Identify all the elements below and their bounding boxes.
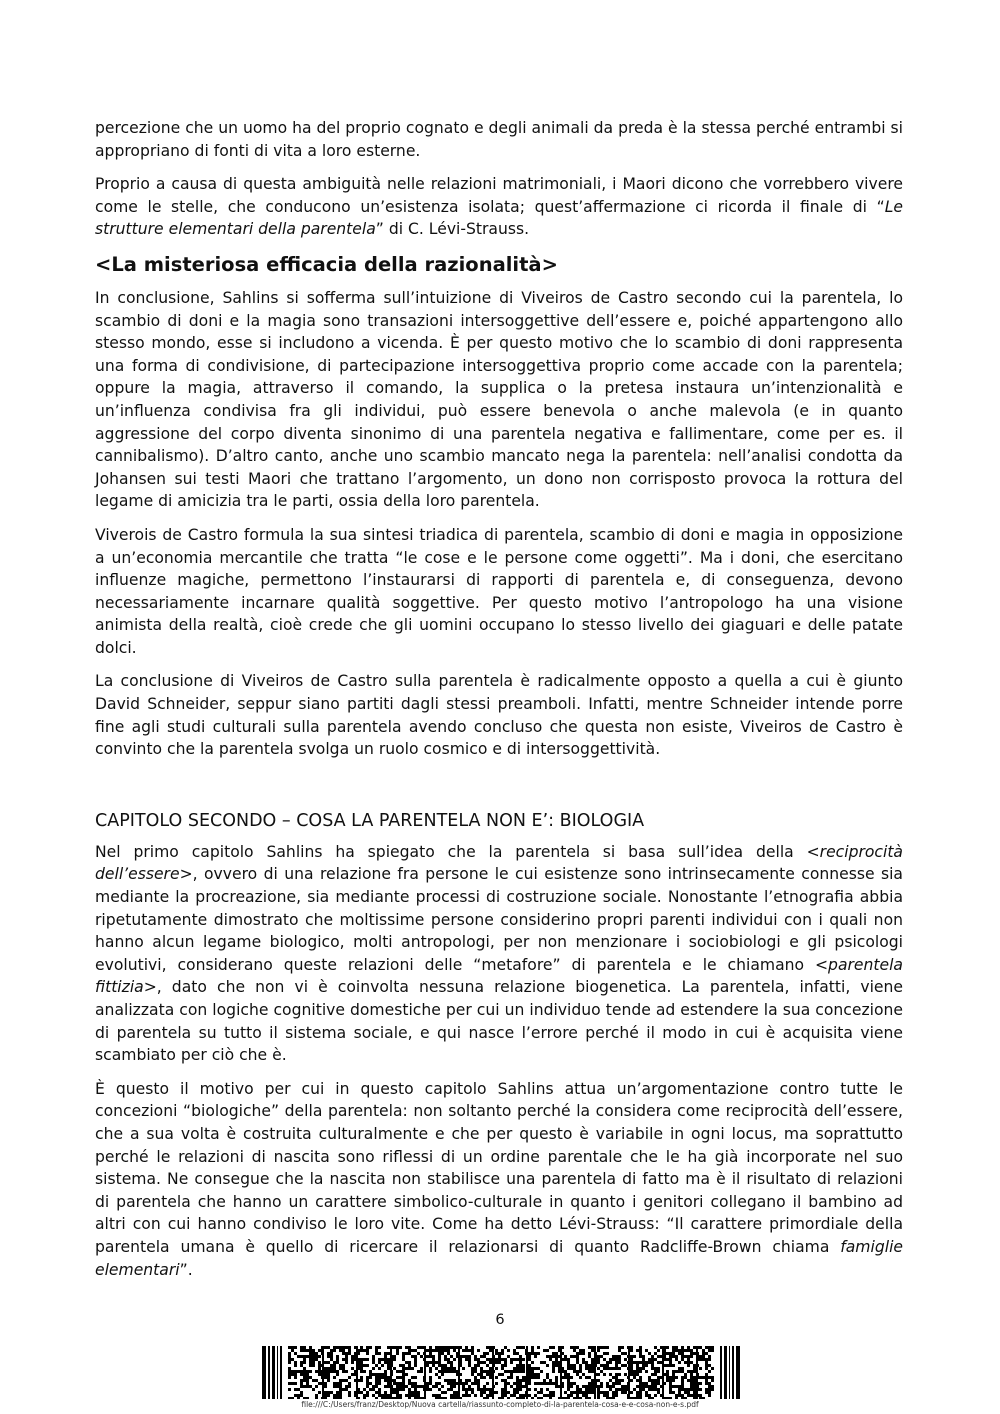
paragraph-maori-stars bbox=[95, 173, 903, 241]
text-run: Proprio a causa di questa ambiguità nelle relazioni matrimoniali, i Maori dicono che vorrebbero vivere come le stelle, che conducono un’esistenza isolata; quest’affermazione ci ricorda il finale di “ bbox=[95, 175, 903, 216]
text-run: ” di C. Lévi-Strauss. bbox=[375, 220, 530, 239]
paragraph-viverois: Viverois de Castro formula la sua sintesi triadica di parentela, scambio di doni e magia in opposizione a un’economia mercantile che tratta “le cose e le persone come oggetti”. Ma i doni, che esercitano influenze magiche, permettono l’instaurarsi di rapporti di parentela e, di conseguenza, devono necessariamente incarnare qualità soggettive. Per questo motivo l’antropologo ha una visione animista della realtà, cioè crede che gli uomini occupano lo stesso livello dei giaguari e delle patate dolci. bbox=[95, 525, 903, 657]
document-body bbox=[95, 117, 903, 1292]
barcode-image bbox=[262, 1346, 740, 1399]
paragraph-conclusion: In conclusione, Sahlins si sofferma sull’intuizione di Viveiros de Castro secondo cui la parentela, lo scambio di doni e la magia sono transazioni intersoggettive dell’essere e, poiché appartengono allo stesso mondo, esse si includono a vicenda. È per questo motivo che lo scambio di doni rappresenta una forma di condivisione, di partecipazione intersoggettiva proprio come accade con la parentela; oppure la magia, attraverso il comando, la supplica o la pretesa instaura un’intenzionalità e un’influenza condivisa fra gli individui, può essere benevola o anche malevola (e in quanto aggressione del corpo diventa sinonimo di una parentela negativa e fallimentare, come per es. il cannibalismo). D’altro canto, anche uno scambio mancato nega la parentela: nell’analisi condotta da Johansen sui testi Maori che trattano l’argomento, un dono non corrisposto provoca la rottura del legame di amicizia tra le parti, ossia della loro parentela. bbox=[95, 288, 903, 511]
page-number: 6 bbox=[495, 1312, 505, 1328]
emphasis: reciprocità dell’essere bbox=[95, 842, 903, 884]
paragraph-schneider: La conclusione di Viveiros de Castro sulla parentela è radicalmente opposto a quella a cui è giunto David Schneider, seppur siano partiti dagli stessi preamboli. Infatti, mentre Schneider intende porre fine agli studi culturali sulla parentela avendo concluso che questa non esiste, Viveiros de Castro è convinto che la parentela svolga un ruolo cosmico e di intersoggettività. bbox=[95, 672, 903, 759]
text-run: Nel primo capitolo Sahlins ha spiegato che la parentela si basa sull’idea della < bbox=[95, 842, 820, 861]
barcode-caption: file:///C:/Users/franz/Desktop/Nuova cartella/riassunto-completo-di-la-parentela-cosa-e-e-cosa-non-e-s.pdf bbox=[301, 1400, 699, 1409]
text-run: ”. bbox=[179, 1260, 193, 1279]
paragraph-intro: percezione che un uomo ha del proprio cognato e degli animali da preda è la stessa perché entrambi si appropriano di fonti di vita a loro esterne. bbox=[95, 119, 903, 160]
text-run: >, ovvero di una relazione fra persone le cui esistenze sono intrinsecamente connesse sia mediante la procreazione, sia mediante processi di costruzione sociale. Nonostante l’etnografia abbia ripetutamente dimostrato che moltissime persone considerino propri parenti individui con i quali non hanno alcun legame biologico, molti antropologi, per non menzionare i sociobiologi e gli psicologi evolutivi, considerano queste relazioni delle “metafore” di parentela e le chiamano < bbox=[95, 865, 903, 974]
chapter-heading: CAPITOLO SECONDO – COSA LA PARENTELA NON E’: BIOLOGIA bbox=[95, 810, 645, 831]
paragraph-first-chapter bbox=[95, 841, 903, 1067]
book-title: Le strutture elementari della parentela bbox=[95, 197, 903, 239]
paragraph-argument bbox=[95, 1078, 903, 1281]
text-run: È questo il motivo per cui in questo capitolo Sahlins attua un’argomentazione contro tutte le concezioni “biologiche” della parentela: non soltanto perché la considera come reciprocità dell’essere, che a sua volta è costruita culturalmente e che per questo è variabile in ogni locus, ma soprattutto perché le relazioni di nascita sono riflessi di un ordine parentale che le ha già incorporate nel suo sistema. Ne consegue che la nascita non stabilisce una parentela di fatto ma è il risultato di relazioni di parentela che hanno un carattere simbolico-culturale in quanto i genitori collegano il bambino ad altri con cui hanno condiviso le loro vite. Come ha detto Lévi-Strauss: “Il carattere primordiale della parentela umana è quello di ricercare il relazionarsi di quanto Radcliffe-Brown chiama bbox=[95, 1079, 903, 1256]
section-heading: <La misteriosa efficacia della razionalità> bbox=[95, 252, 558, 276]
text-run: >, dato che non vi è coinvolta nessuna relazione biogenetica. La parentela, infatti, viene analizzata con logiche cognitive domestiche per cui un individuo tende ad estendere la sua concezione di parentela su tutto il sistema sociale, e qui nasce l’errore perché il modo in cui è acquisita viene scambiato per ciò che è. bbox=[95, 978, 903, 1065]
emphasis: famiglie elementari bbox=[95, 1237, 903, 1279]
emphasis: parentela fittizia bbox=[95, 955, 903, 997]
